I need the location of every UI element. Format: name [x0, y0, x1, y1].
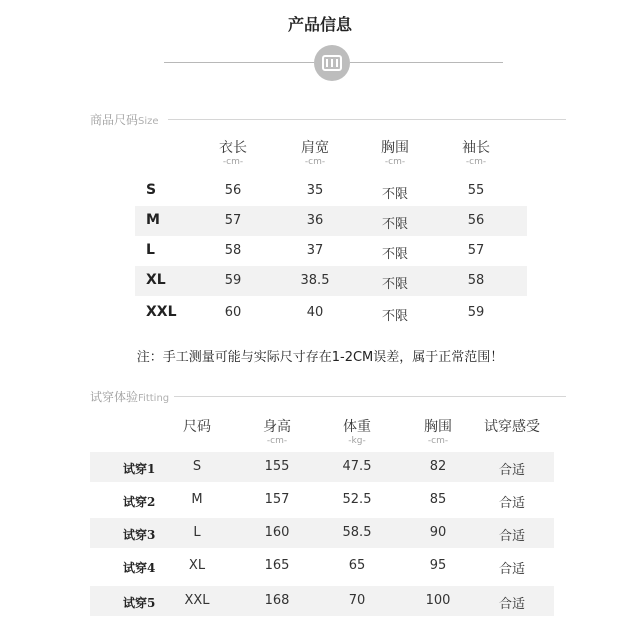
- size-col-header: 肩宽: [301, 140, 329, 156]
- table-row: [90, 518, 554, 548]
- title-divider-left: [164, 62, 314, 63]
- fitting-cell: M: [191, 492, 203, 507]
- fitting-cell: 65: [348, 558, 366, 573]
- fitting-cell: 82: [429, 459, 447, 474]
- size-cell: 60: [224, 305, 242, 320]
- fitting-cell: 52.5: [342, 492, 372, 507]
- trial-label: 试穿3: [123, 528, 156, 542]
- size-cell: 59: [224, 273, 242, 288]
- fitting-cell: 168: [264, 593, 290, 608]
- size-section-rule: [168, 119, 566, 120]
- fitting-cell: L: [193, 525, 201, 540]
- fitting-cell: 165: [264, 558, 290, 573]
- size-col-header: 胸围: [381, 140, 409, 156]
- size-label: XXL: [146, 304, 177, 320]
- size-cell: 不限: [381, 277, 408, 292]
- title-divider-right: [350, 62, 503, 63]
- size-label: XL: [146, 272, 166, 288]
- fitting-section-title: [90, 388, 169, 405]
- trial-label: 试穿2: [123, 495, 156, 509]
- size-cell: 56: [224, 183, 242, 198]
- table-row: [135, 236, 527, 266]
- table-row: [90, 586, 554, 616]
- size-label: M: [146, 212, 160, 228]
- ruler-icon: [314, 45, 350, 81]
- fitting-cell: 合适: [498, 562, 525, 577]
- size-cell: 38.5: [300, 273, 330, 288]
- size-cell: 36: [306, 213, 324, 228]
- size-cell: 35: [306, 183, 324, 198]
- size-cell: 58: [467, 273, 485, 288]
- fitting-col-header: 体重: [343, 419, 371, 435]
- size-cell: 56: [467, 213, 485, 228]
- size-col-header: 袖长: [462, 140, 490, 156]
- table-row: [135, 176, 527, 206]
- size-cell: 不限: [381, 309, 408, 324]
- fitting-cell: 160: [264, 525, 290, 540]
- size-cell: 59: [467, 305, 485, 320]
- fitting-cell: XL: [188, 558, 206, 573]
- size-section-title-en: Size: [138, 116, 159, 127]
- fitting-col-unit: -cm-: [266, 436, 288, 446]
- measurement-note: 注：手工测量可能与实际尺寸存在1-2CM误差，属于正常范围！: [136, 350, 504, 365]
- fitting-cell: 85: [429, 492, 447, 507]
- page-title: 产品信息: [287, 15, 352, 34]
- size-cell: 不限: [381, 187, 408, 202]
- table-row: [90, 551, 554, 581]
- fitting-section-rule: [174, 396, 566, 397]
- size-label: S: [146, 182, 157, 198]
- fitting-cell: 100: [425, 593, 451, 608]
- size-cell: 不限: [381, 217, 408, 232]
- fitting-col-header: 试穿感受: [484, 419, 540, 435]
- fitting-cell: 70: [348, 593, 366, 608]
- fitting-col-unit: -cm-: [427, 436, 449, 446]
- trial-label: 试穿1: [123, 462, 156, 476]
- fitting-col-header: 身高: [263, 419, 291, 435]
- fitting-cell: XXL: [184, 593, 210, 608]
- size-section-title: [90, 111, 159, 128]
- table-row: [90, 452, 554, 482]
- size-col-unit: -cm-: [304, 157, 326, 167]
- size-cell: 57: [224, 213, 242, 228]
- fitting-cell: 157: [264, 492, 290, 507]
- fitting-cell: 合适: [498, 597, 525, 612]
- trial-label: 试穿4: [123, 561, 156, 575]
- trial-label: 试穿5: [123, 596, 156, 610]
- fitting-cell: 95: [429, 558, 447, 573]
- size-cell: 57: [467, 243, 485, 258]
- fitting-cell: 合适: [498, 529, 525, 544]
- fitting-col-header: 尺码: [183, 419, 211, 435]
- size-col-unit: -cm-: [384, 157, 406, 167]
- size-col-header: 衣长: [219, 140, 247, 156]
- size-col-unit: -cm-: [222, 157, 244, 167]
- fitting-section-title-cn: 试穿体验: [90, 390, 139, 404]
- size-label: L: [146, 242, 155, 258]
- size-cell: 40: [306, 305, 324, 320]
- table-row: [135, 206, 527, 236]
- size-cell: 37: [306, 243, 324, 258]
- fitting-cell: 90: [429, 525, 447, 540]
- table-row: [135, 298, 527, 328]
- table-row: [135, 266, 527, 296]
- size-section-title-cn: 商品尺码: [90, 113, 139, 127]
- fitting-cell: 58.5: [342, 525, 372, 540]
- fitting-cell: 合适: [498, 463, 525, 478]
- fitting-cell: 合适: [498, 496, 525, 511]
- fitting-cell: 47.5: [342, 459, 372, 474]
- size-cell: 58: [224, 243, 242, 258]
- fitting-section-title-en: Fitting: [138, 393, 170, 404]
- size-cell: 不限: [381, 247, 408, 262]
- fitting-col-unit: -kg-: [348, 436, 366, 446]
- fitting-col-header: 胸围: [424, 419, 452, 435]
- fitting-cell: 155: [264, 459, 290, 474]
- table-row: [90, 485, 554, 515]
- size-cell: 55: [467, 183, 485, 198]
- size-col-unit: -cm-: [465, 157, 487, 167]
- fitting-cell: S: [192, 459, 202, 474]
